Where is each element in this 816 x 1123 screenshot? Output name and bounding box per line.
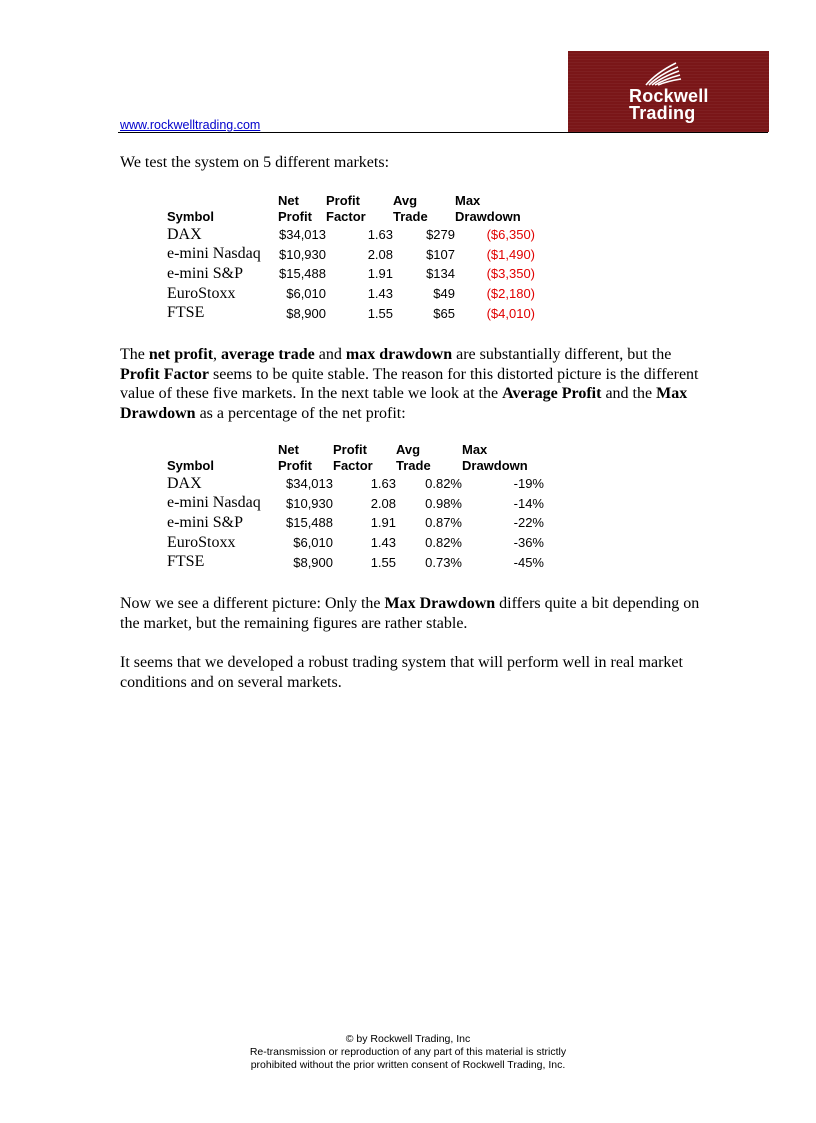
text-run: , (213, 346, 222, 363)
column-header-line: Profit (326, 193, 360, 208)
value-cell: 0.73% (425, 554, 462, 570)
value-cell: 1.43 (367, 286, 393, 302)
value-cell: $15,488 (279, 266, 326, 282)
value-cell: $15,488 (286, 515, 333, 531)
value-cell: 0.87% (425, 515, 462, 531)
table-row (167, 513, 544, 533)
value-cell: -36% (513, 535, 544, 551)
symbol-cell: EuroStoxx (167, 284, 236, 302)
footer (0, 1033, 816, 1072)
column-header-line: Profit (278, 209, 312, 224)
value-cell: -19% (513, 476, 544, 492)
column-header (167, 442, 278, 474)
value-cell: ($3,350) (486, 266, 535, 282)
website-link[interactable]: www.rockwelltrading.com (120, 118, 261, 132)
analysis-paragraph (120, 345, 710, 423)
column-header-line: Symbol (167, 209, 214, 224)
table-row (167, 533, 544, 553)
intro-paragraph: We test the system on 5 different markets: (120, 154, 390, 171)
value-cell: ($6,350) (486, 227, 535, 243)
value-cell: $65 (433, 305, 455, 321)
bold-term: Max Drawdown (384, 595, 496, 612)
text-run: The (120, 346, 149, 363)
value-cell: $34,013 (279, 227, 326, 243)
column-header-line: Trade (396, 458, 431, 473)
column-header-line: Factor (333, 458, 373, 473)
value-cell: $6,010 (293, 535, 333, 551)
column-header-line: Net (278, 193, 299, 208)
column-header-line: Max (455, 193, 481, 208)
bold-term: Average Profit (502, 385, 602, 402)
value-cell: 0.82% (425, 535, 462, 551)
logo-text-line2: Trading (629, 103, 696, 123)
symbol-cell: e-mini Nasdaq (167, 245, 261, 263)
symbol-cell: DAX (167, 474, 202, 492)
text-run: seems to be quite stable. The reason for this distorted picture is the different value of these five markets. In the next table we look at the (120, 365, 699, 402)
table-row (167, 494, 544, 514)
value-cell: $8,900 (286, 305, 326, 321)
header-rule (118, 132, 768, 133)
column-header (326, 193, 393, 225)
symbol-cell: EuroStoxx (167, 533, 236, 551)
symbol-cell: e-mini S&P (167, 264, 244, 282)
column-header-line: Avg (396, 442, 421, 457)
column-header-line: Factor (326, 209, 366, 224)
value-cell: $8,900 (293, 554, 333, 570)
value-cell: $10,930 (286, 495, 333, 511)
value-cell: 2.08 (370, 495, 396, 511)
table-row (167, 552, 544, 572)
value-cell: ($2,180) (486, 286, 535, 302)
column-header-line: Max (462, 442, 488, 457)
column-header-line: Profit (278, 458, 312, 473)
bold-term: average trade (221, 346, 315, 363)
value-cell: 1.63 (367, 227, 393, 243)
column-header (396, 442, 462, 474)
value-cell: $279 (426, 227, 455, 243)
symbol-cell: DAX (167, 225, 202, 243)
value-cell: 0.98% (425, 495, 462, 511)
column-header-line: Drawdown (455, 209, 521, 224)
column-header-line: Profit (333, 442, 367, 457)
value-cell: ($1,490) (486, 246, 535, 262)
percentage-table (167, 442, 544, 572)
text-run: Now we see a different picture: Only the (120, 595, 385, 612)
footer-notice-line2: prohibited without the prior written consent of Rockwell Trading, Inc. (250, 1059, 566, 1071)
value-cell: 1.55 (367, 305, 393, 321)
company-logo (568, 51, 769, 132)
column-header (278, 193, 326, 225)
value-cell: $49 (433, 286, 455, 302)
column-header-line: Net (278, 442, 299, 457)
value-cell: -22% (513, 515, 544, 531)
swoosh-lines-icon (642, 59, 682, 87)
table-row (167, 245, 535, 265)
table-row (167, 264, 535, 284)
footer-copyright: © by Rockwell Trading, Inc (345, 1033, 471, 1045)
bold-term: Max Drawdown (120, 385, 688, 422)
text-run: as a percentage of the net profit: (195, 404, 406, 422)
column-header (462, 442, 544, 474)
value-cell: 1.91 (370, 515, 396, 531)
column-header-line: Trade (393, 209, 428, 224)
table-row (167, 303, 535, 323)
table-row (167, 284, 535, 304)
value-cell: 1.43 (370, 535, 396, 551)
text-run: differs quite a bit depending on the market, but the remaining figures are rather stable. (120, 595, 700, 632)
value-cell: 0.82% (425, 476, 462, 492)
text-run: and (314, 346, 346, 363)
value-cell: $6,010 (286, 286, 326, 302)
column-header (278, 442, 333, 474)
value-cell: 1.55 (370, 554, 396, 570)
bold-term: Profit Factor (120, 365, 209, 383)
text-run: and the (601, 385, 657, 402)
bold-term: net profit (148, 346, 214, 363)
conclusion-paragraph (120, 594, 710, 633)
column-header (393, 193, 455, 225)
column-header (333, 442, 396, 474)
value-cell: -14% (513, 495, 544, 511)
value-cell: $107 (426, 246, 455, 262)
column-header-line: Drawdown (462, 458, 528, 473)
value-cell: 1.63 (370, 476, 396, 492)
table-row (167, 474, 544, 494)
value-cell: 2.08 (367, 246, 393, 262)
symbol-cell: e-mini Nasdaq (167, 494, 261, 512)
bold-term: max drawdown (345, 346, 453, 363)
logo-text-line1: Rockwell (629, 86, 709, 106)
value-cell: 1.91 (367, 266, 393, 282)
footer-notice-line1: Re-transmission or reproduction of any part of this material is strictly (249, 1046, 567, 1058)
value-cell: ($4,010) (486, 305, 535, 321)
markets-table (167, 193, 535, 323)
symbol-cell: FTSE (167, 304, 205, 322)
table-row (167, 225, 535, 245)
symbol-cell: FTSE (167, 553, 205, 571)
column-header-line: Avg (393, 193, 418, 208)
column-header (167, 193, 278, 225)
symbol-cell: e-mini S&P (167, 513, 244, 531)
value-cell: $34,013 (286, 476, 333, 492)
value-cell: -45% (513, 554, 544, 570)
column-header (455, 193, 535, 225)
summary-paragraph: It seems that we developed a robust trading system that will perform well in real market conditions and on several markets. (120, 654, 683, 691)
value-cell: $134 (426, 266, 455, 282)
column-header-line: Symbol (167, 458, 214, 473)
text-run: are substantially different, but the (452, 346, 672, 363)
value-cell: $10,930 (279, 246, 326, 262)
